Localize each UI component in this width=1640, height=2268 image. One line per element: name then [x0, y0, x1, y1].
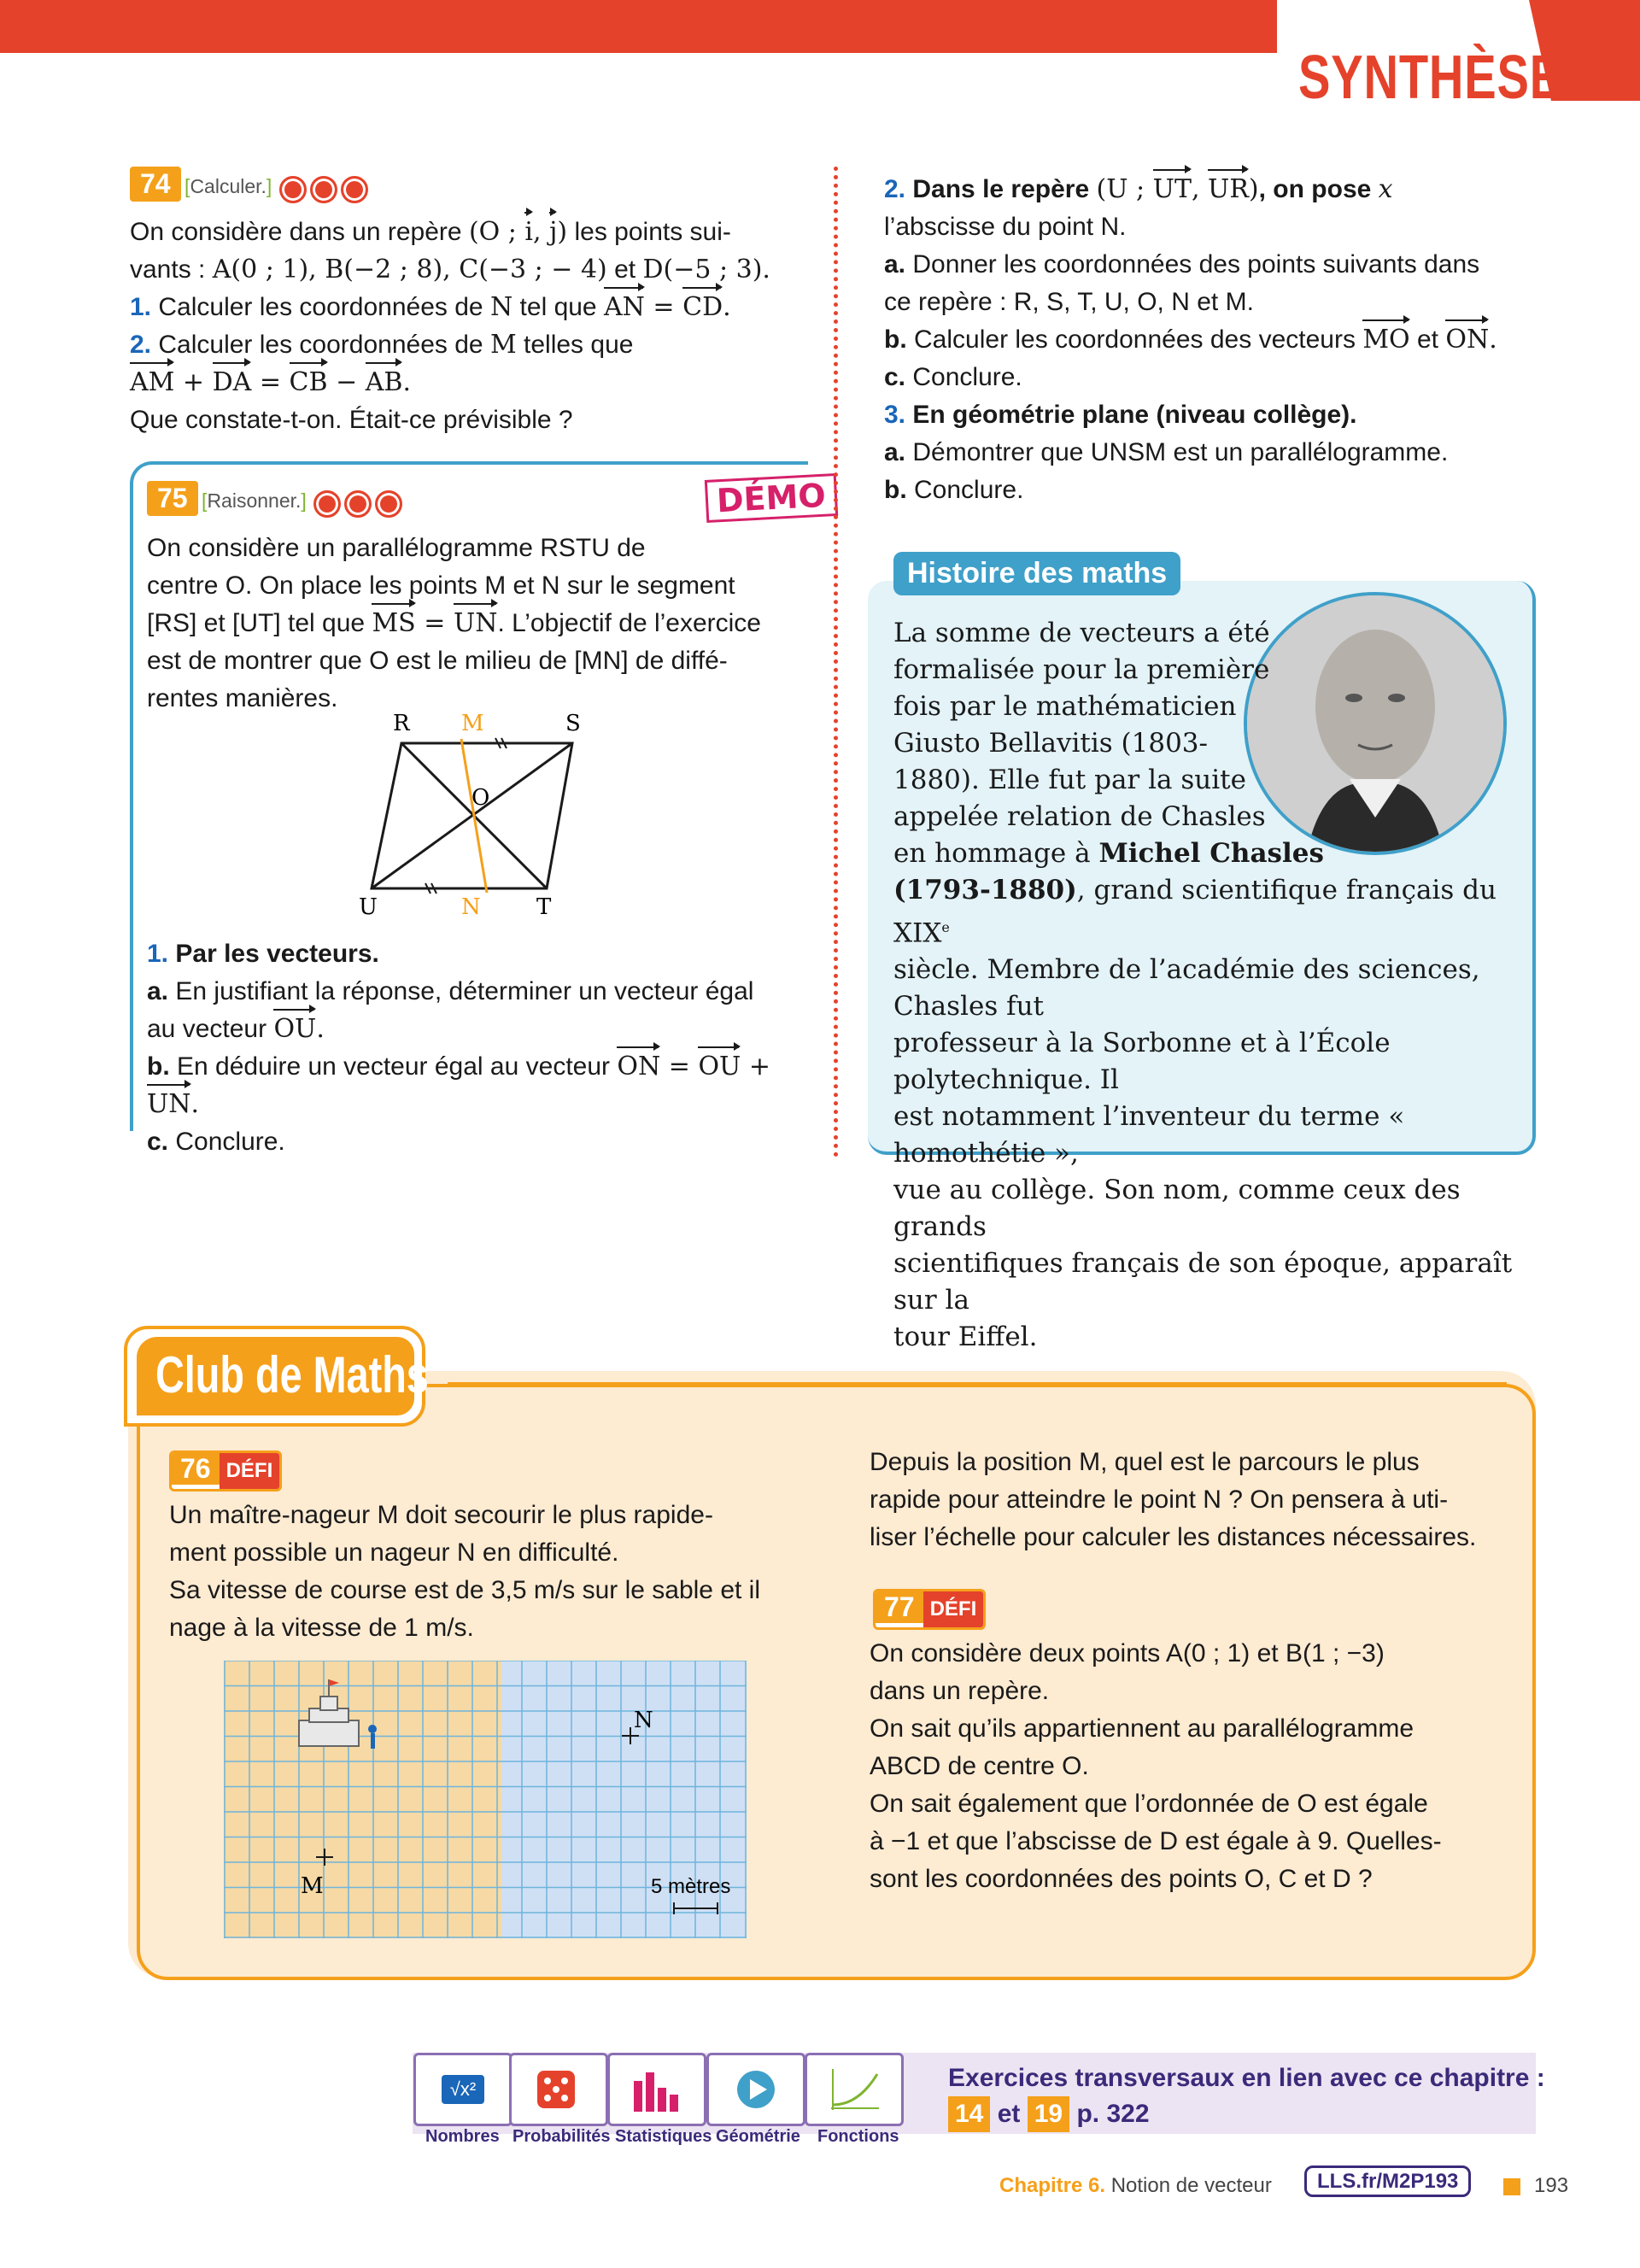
- history-tab: Histoire des maths: [893, 552, 1180, 595]
- club-title: Club de Maths: [155, 1346, 429, 1404]
- page-title: SYNTHÈSE: [1298, 44, 1562, 112]
- sqrt-icon: √x²: [442, 2075, 484, 2104]
- theme-label: Géométrie: [716, 2127, 800, 2146]
- exercise-75-header: [147, 481, 402, 518]
- exercise-77-header: 77 DÉFI: [873, 1589, 986, 1630]
- skill-label: [Calculer.]: [184, 175, 272, 197]
- difficulty-dot: [313, 490, 341, 518]
- label-N: N: [461, 894, 481, 920]
- statistics-theme-tile: [607, 2053, 706, 2126]
- swimmer-label: N: [634, 1708, 653, 1733]
- difficulty-dot: [375, 490, 402, 518]
- chapter-footer: Chapitre 6. Notion de vecteur: [999, 2174, 1272, 2197]
- difficulty-dot: [341, 176, 368, 203]
- exercise-76-header: 76 DÉFI: [169, 1450, 282, 1491]
- geometry-icon: [726, 2064, 786, 2115]
- theme-label: Nombres: [425, 2127, 500, 2146]
- function-curve-icon: [824, 2064, 884, 2115]
- theme-label: Probabilités Statistiques: [512, 2127, 712, 2146]
- functions-theme-tile: [805, 2053, 904, 2126]
- difficulty-dot: [279, 176, 307, 203]
- exercise-75-intro: On considère un parallélogramme RSTU de centre O. On place les points M et N sur le segment [RS] et [UT] tel que MS = UN. L’objectif de l’exercice est de montrer que O est le milieu de [MN] de diffé- rentes manières.: [147, 534, 761, 712]
- transversal-text: Exercices transversaux en lien avec ce chapitre : 14 et 19 p. 322: [948, 2060, 1545, 2132]
- label-O: O: [472, 785, 490, 811]
- dice-icon: [529, 2064, 589, 2115]
- numbers-theme-tile: [413, 2053, 512, 2126]
- demo-stamp: DÉMO: [705, 473, 838, 523]
- exercise-76-text: Un maître-nageur M doit secourir le plus rapide- ment possible un nageur N en difficulté. Sa vitesse de course est de 3,5 m/s sur le sable et il nage à la vitesse de 1 m/s.: [169, 1501, 761, 1642]
- scale-label: 5 mètres: [651, 1875, 731, 1898]
- exercise-74-header: [130, 167, 368, 203]
- lls-link[interactable]: LLS.fr/M2P193: [1304, 2170, 1471, 2194]
- exercise-75-questions: 1. Par les vecteurs. a. En justifiant la réponse, déterminer un vecteur égal au vecteur OU. b. En déduire un vecteur égal au vecteur ON = OU + UN. c. Conclure.: [147, 940, 771, 1156]
- beach-map: [224, 1661, 747, 1938]
- label-T: T: [536, 894, 552, 920]
- label-M: M: [461, 711, 484, 736]
- label-R: R: [393, 711, 410, 736]
- skill-label: [Raisonner.]: [202, 489, 307, 512]
- exercise-74-body: On considère dans un repère (O ; i, j) les points sui- vants : A(0 ; 1), B(−2 ; 8), C(−3 ; − 4) et D(−5 ; 3). 1. Calculer les coordonnées de N tel que AN = CD. 2. Calculer les coordonnées de M telles que AM + DA = CB − AB. Que constate-t-on. Était-ce prévisible ?: [130, 214, 796, 439]
- column-separator: [834, 167, 838, 1157]
- label-U: U: [359, 894, 378, 920]
- theme-label: Fonctions: [817, 2127, 899, 2146]
- label-S: S: [565, 711, 581, 736]
- footer-square: [1503, 2178, 1520, 2195]
- header-bar: [0, 0, 1290, 53]
- club-rule: [448, 1382, 1507, 1385]
- exercise-number: 74: [130, 167, 181, 202]
- history-text: La somme de vecteurs a été formalisée pour la première fois par le mathématicien Giusto Bellavitis (1803- 1880). Elle fut par la suite appelée relation de Chasles en hommage à Michel Chasles (1793-1880), grand scientifique français du XIXe siècle. Membre de l’académie des sciences, Chasles fut professeur à la Sorbonne et à l’École polytechnique. Il est notamment l’inventeur du terme « homothétie », vue au collège. Son nom, comme ceux des grands scientifiques français de son époque, apparaît sur la tour Eiffel.: [893, 618, 1513, 1353]
- exercise-number: 75: [147, 481, 198, 516]
- page-number: 193: [1534, 2174, 1569, 2197]
- geometry-theme-tile: [706, 2053, 805, 2126]
- bar-chart-icon: [627, 2064, 687, 2115]
- exercise-77-text: On considère deux points A(0 ; 1) et B(1 ; −3) dans un repère. On sait qu’ils appartiennent au parallélogramme ABCD de centre O. On sait également que l’ordonnée de O est égale à −1 et que l’abscisse de D est égale à 9. Quelles- sont les coordonnées des points O, C et D ?: [870, 1639, 1442, 1893]
- probability-theme-tile: [509, 2053, 608, 2126]
- difficulty-dot: [310, 176, 337, 203]
- difficulty-dot: [344, 490, 372, 518]
- exercise-75-continued: 2. Dans le repère (U ; UT, UR), on pose x l’abscisse du point N. a. Donner les coordonnées des points suivants dans ce repère : R, S, T, U, O, N et M. b. Calculer les coordonnées des vecteurs MO et ON. c. Conclure. 3. En géométrie plane (niveau collège). a. Démontrer que UNSM est un parallélogramme. b. Conclure.: [884, 171, 1542, 509]
- exercise-76-question: Depuis la position M, quel est le parcours le plus rapide pour atteindre le point N ? On pensera à uti- liser l’échelle pour calculer les distances nécessaires.: [870, 1448, 1477, 1551]
- lifeguard-label: M: [301, 1873, 324, 1899]
- parallelogram-figure: [342, 709, 598, 923]
